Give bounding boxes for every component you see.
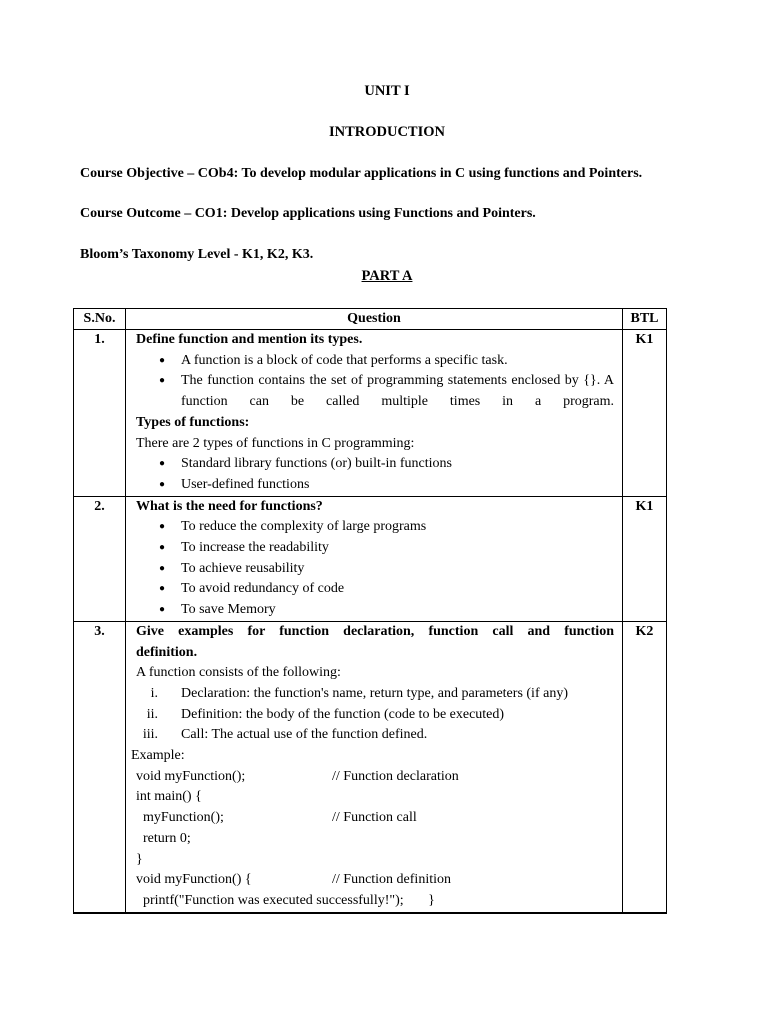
code-line	[136, 891, 614, 912]
code-text: void myFunction();	[136, 768, 246, 784]
unit-title: UNIT I	[364, 83, 410, 99]
list-item: ● To achieve reusability	[136, 559, 614, 580]
question-cell	[126, 496, 623, 621]
code-line	[136, 829, 614, 850]
list-item-number: iii.	[142, 727, 158, 743]
code-text: return 0;	[136, 830, 191, 846]
header-question: Question	[126, 309, 623, 330]
code-example	[136, 767, 614, 912]
table-row	[74, 496, 667, 621]
answer-numbered-list	[136, 684, 614, 746]
blooms-taxonomy-level: Bloom’s Taxonomy Level - K1, K2, K3.	[80, 247, 314, 262]
question-heading-continued: definition.	[136, 644, 198, 660]
list-item: ● To avoid redundancy of code	[136, 579, 614, 600]
list-item-text: Call: The actual use of the function defined.	[181, 727, 428, 743]
answer-subheading: Types of functions:	[136, 414, 250, 430]
question-heading: Give examples for function declaration, function call and function	[136, 623, 614, 639]
example-label: Example:	[131, 748, 185, 764]
answer-bullet-list	[136, 454, 614, 495]
course-objective: Course Objective – COb4: To develop modular applications in C using functions and Pointers.	[80, 166, 643, 181]
list-item-number: ii.	[146, 706, 158, 722]
list-item-text: Declaration: the function's name, return type, and parameters (if any)	[181, 685, 568, 701]
code-text: void myFunction() {	[136, 872, 252, 888]
table-row	[74, 621, 667, 912]
answer-bullet-list	[136, 517, 614, 621]
btl-level: K1	[623, 496, 667, 621]
btl-level: K2	[623, 621, 667, 912]
list-item: ● To increase the readability	[136, 538, 614, 559]
list-item: ● To save Memory	[136, 600, 614, 621]
row-number: 3.	[74, 621, 126, 912]
header-btl: BTL	[623, 309, 667, 330]
code-line	[136, 850, 614, 871]
part-title: PART A	[361, 268, 413, 284]
list-item-number: i.	[150, 685, 158, 701]
course-outcome: Course Outcome – CO1: Develop applications using Functions and Pointers.	[80, 206, 536, 221]
question-cell	[126, 621, 623, 912]
code-comment: // Function declaration	[332, 768, 459, 784]
page-title: INTRODUCTION	[328, 124, 445, 140]
table-row	[74, 330, 667, 497]
question-cell	[126, 330, 623, 497]
code-line	[136, 870, 614, 891]
question-heading: Define function and mention its types.	[136, 332, 363, 347]
code-line	[136, 787, 614, 808]
list-item	[136, 705, 614, 726]
list-item	[136, 725, 614, 746]
list-item: ● User-defined functions	[136, 475, 614, 496]
code-comment: // Function definition	[332, 872, 451, 888]
list-item-text: Definition: the body of the function (code to be executed)	[181, 706, 505, 722]
code-comment: // Function call	[332, 810, 417, 826]
answer-text: There are 2 types of functions in C programming:	[136, 435, 415, 451]
list-item: ● Standard library functions (or) built-in functions	[136, 454, 614, 475]
code-text: int main() {	[136, 789, 202, 805]
answer-bullet-list	[136, 351, 614, 413]
list-item: ● To reduce the complexity of large programs	[136, 517, 614, 538]
question-heading: What is the need for functions?	[136, 498, 323, 514]
questions-table	[73, 308, 667, 914]
code-line	[136, 808, 614, 829]
code-line	[136, 767, 614, 788]
row-number: 1.	[74, 330, 126, 497]
header-sno: S.No.	[74, 309, 126, 330]
code-text: }	[136, 851, 143, 867]
code-text: printf("Function was executed successfully!"); }	[136, 892, 435, 908]
list-item	[136, 684, 614, 705]
table-header-row	[74, 309, 667, 330]
btl-level: K1	[623, 330, 667, 497]
code-text: myFunction();	[136, 810, 224, 826]
list-item: ● A function is a block of code that performs a specific task.	[136, 351, 614, 372]
answer-text: A function consists of the following:	[136, 665, 341, 681]
row-number: 2.	[74, 496, 126, 621]
list-item: ● The function contains the set of programming statements enclosed by {}. A function can be called multiple times in a program.	[136, 371, 614, 412]
